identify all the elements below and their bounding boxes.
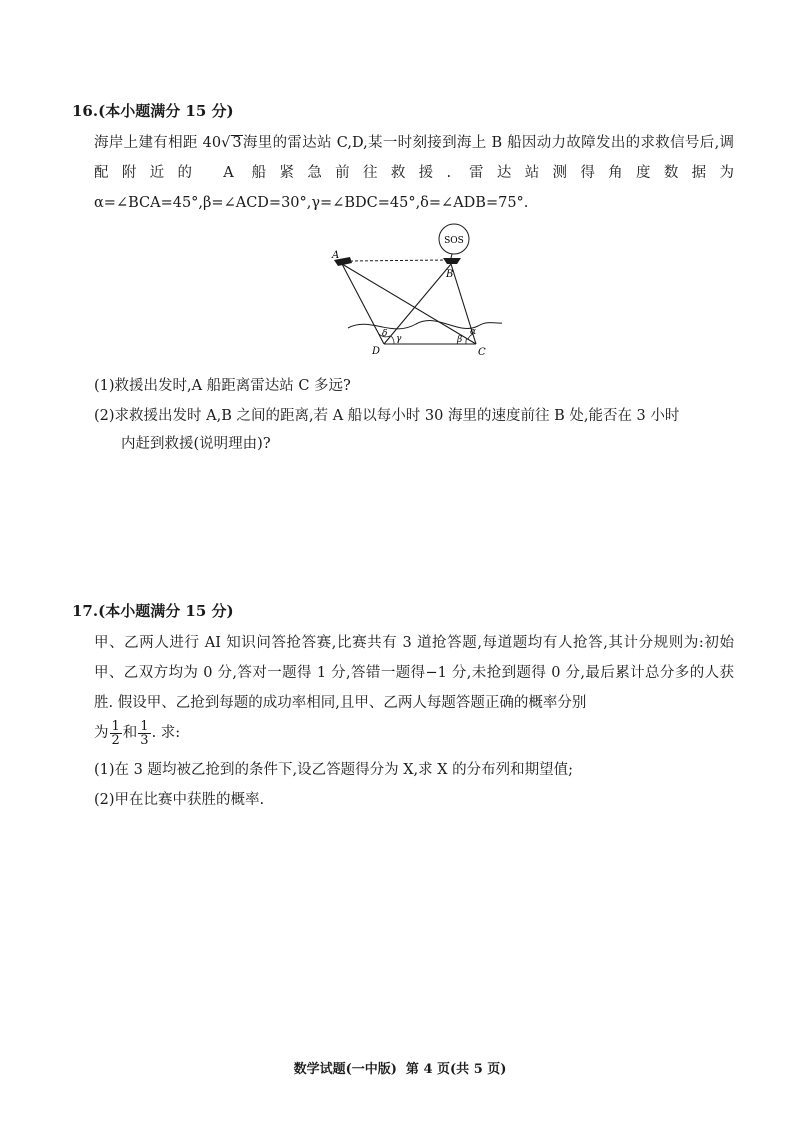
q17-text-wei: 为 bbox=[94, 725, 109, 741]
ship-b-icon bbox=[443, 258, 461, 264]
sos-label: SOS bbox=[444, 236, 464, 246]
angle-gamma-label: γ bbox=[396, 334, 402, 344]
q17-sub2: (2)甲在比赛中获胜的概率. bbox=[94, 792, 265, 808]
rescue-diagram bbox=[320, 220, 520, 370]
q17-text-qiu: . 求: bbox=[151, 725, 181, 741]
angle-gamma-arc bbox=[391, 336, 394, 344]
sqrt-symbol: √ bbox=[221, 135, 231, 151]
line-bd bbox=[384, 264, 454, 344]
fraction-one-half bbox=[110, 720, 122, 747]
angle-alpha-label: α bbox=[470, 327, 477, 337]
point-c-label: C bbox=[478, 347, 486, 358]
q16-sub1: (1)救援出发时,A 船距离雷达站 C 多远? bbox=[94, 378, 351, 394]
point-b-label: B bbox=[446, 269, 454, 280]
fraction-numerator: 1 bbox=[140, 718, 149, 734]
q16-sub2-line1: (2)求救援出发时 A,B 之间的距离,若 A 船以每小时 30 海里的速度前往 B 处,能否在 3 小时 bbox=[94, 408, 680, 424]
fraction-one-third bbox=[138, 720, 150, 747]
coastline bbox=[348, 321, 502, 329]
point-a-label: A bbox=[332, 250, 340, 261]
q16-heading: 16.(本小题满分 15 分) bbox=[72, 102, 234, 120]
angle-delta-label: δ bbox=[382, 329, 388, 339]
q17-text-he: 和 bbox=[122, 725, 138, 741]
angle-beta-arc bbox=[466, 338, 467, 344]
q17-sub1: (1)在 3 题均被乙抢到的条件下,设乙答题得分为 X,求 X 的分布列和期望值; bbox=[94, 762, 574, 778]
point-d-label: D bbox=[372, 346, 381, 357]
line-ac bbox=[342, 264, 476, 344]
q16-text-b: 海里的雷达站 C,D,某一时刻接到海上 B 船因动力故障发出的求救信号后,调配附近的 A 船紧急前往救援. 雷达站测得角度数据为 α=∠BCA=45°,β=∠ACD=30°,γ=∠BDC=45°,δ=∠ADB=75°. bbox=[94, 135, 734, 211]
line-ab-dashed bbox=[350, 260, 446, 261]
q17-fraction-line bbox=[94, 716, 180, 750]
sos-string bbox=[451, 254, 452, 258]
q17-heading: 17.(本小题满分 15 分) bbox=[72, 602, 234, 620]
angle-beta-label: β bbox=[457, 335, 463, 345]
q16-statement bbox=[94, 128, 734, 218]
q17-statement: 甲、乙两人进行 AI 知识问答抢答赛,比赛共有 3 道抢答题,每道题均有人抢答,其计分规则为:初始甲、乙双方均为 0 分,答对一题得 1 分,答错一题得−1 分,未抢到题得 0 分,最后累计总分多的人获胜. 假设甲、乙抢到每题的成功率相同,且甲、乙两人每题答题正确的概率分别 bbox=[94, 635, 734, 711]
fraction-numerator: 1 bbox=[111, 718, 120, 734]
q16-sub2-line2: 内赶到救援(说明理由)? bbox=[121, 436, 271, 452]
fraction-denominator: 3 bbox=[140, 732, 149, 748]
sqrt-radicand: 3 bbox=[232, 135, 242, 151]
page-footer: 数学试题(一中版) 第 4 页(共 5 页) bbox=[293, 1062, 507, 1077]
q16-text-a: 海岸上建有相距 40 bbox=[94, 135, 222, 151]
fraction-denominator: 2 bbox=[111, 732, 120, 748]
